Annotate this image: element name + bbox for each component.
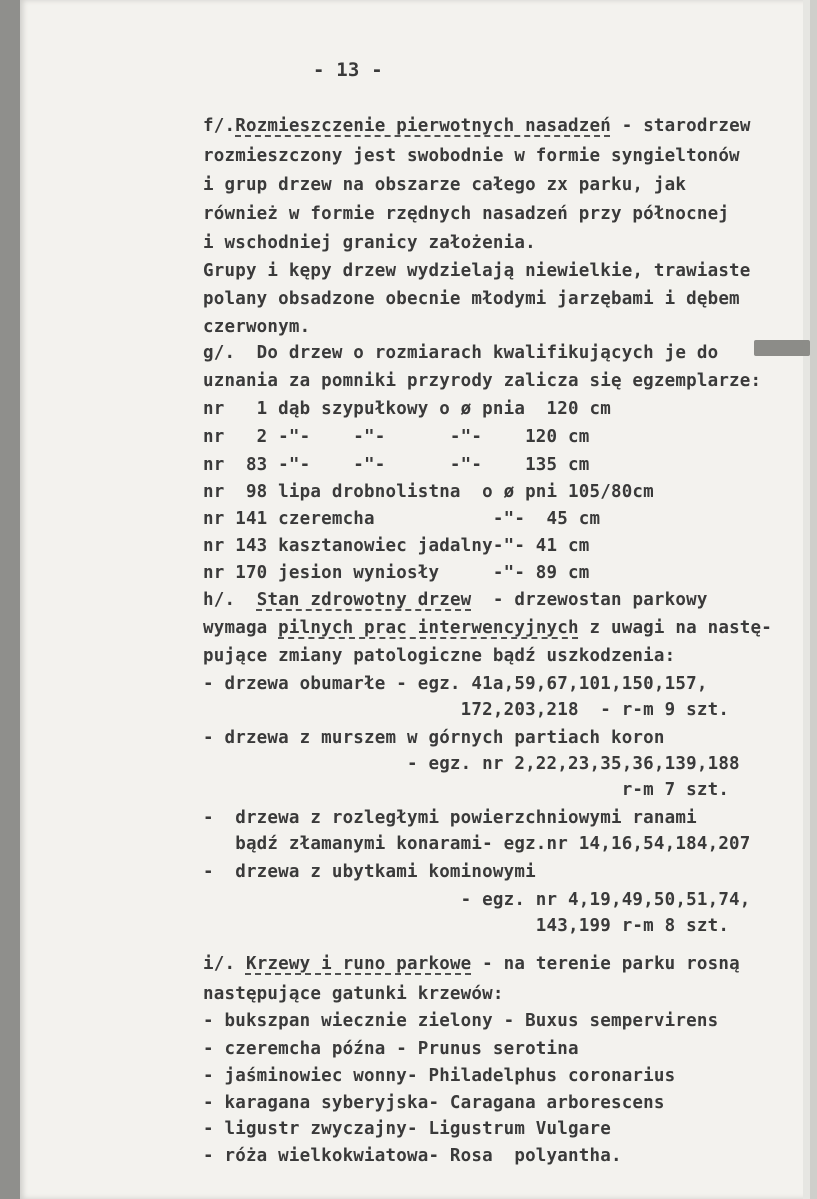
section-h-line: - drzewostan parkowy	[471, 590, 708, 610]
section-i-label: i/.	[203, 954, 236, 974]
section-i-line: - na terenie parku rosną	[471, 954, 740, 974]
scan-left-edge	[0, 0, 20, 1199]
section-h-line: - drzewa z murszem w górnych partiach koron	[203, 728, 665, 748]
section-h-heading: Stan zdrowotny drzew	[256, 590, 472, 610]
section-h-first-line	[203, 590, 708, 610]
section-f-line: rozmieszczony jest swobodnie w formie syngieltonów	[203, 146, 740, 166]
tree-list-item: nr 98 lipa drobnolistna o ø pni 105/80cm	[203, 482, 654, 502]
section-h-line: - drzewa z rozległymi powierzchniowymi ranami	[203, 808, 697, 828]
page-number: - 13 -	[313, 59, 383, 81]
tree-list-item: nr 143 kasztanowiec jadalny-"- 41 cm	[203, 536, 590, 556]
section-f-line: polany obsadzone obecnie młodymi jarzębami i dębem	[203, 289, 740, 309]
section-h-line: - drzewa obumarłe - egz. 41a,59,67,101,150,157,	[203, 674, 708, 694]
section-h-line: pujące zmiany patologiczne bądź uszkodzenia:	[203, 646, 676, 666]
shrub-list-item: - czeremcha późna - Prunus serotina	[203, 1039, 579, 1059]
section-f-line: również w formie rzędnych nasadzeń przy północnej	[203, 204, 730, 224]
tree-list-item: nr 83 -"- -"- -"- 135 cm	[203, 455, 590, 475]
section-h-line: - egz. nr 2,22,23,35,36,139,188	[203, 754, 740, 774]
scan-right-edge	[803, 0, 810, 1199]
section-h-underlined-phrase: pilnych prac interwencyjnych	[278, 618, 579, 638]
section-h-line: - egz. nr 4,19,49,50,51,74,	[203, 890, 751, 910]
section-f-line: i grup drzew na obszarze całego zx parku, jak	[203, 175, 687, 195]
section-i-first-line	[203, 954, 740, 974]
section-f-line: czerwonym.	[203, 317, 311, 337]
shrub-list-item: - ligustr zwyczajny- Ligustrum Vulgare	[203, 1119, 611, 1139]
section-h-second-line	[203, 618, 772, 638]
section-f-line: i wschodniej granicy założenia.	[203, 233, 536, 253]
tree-list-item: nr 170 jesion wyniosły -"- 89 cm	[203, 563, 590, 583]
section-h-line: bądź złamanymi konarami- egz.nr 14,16,54,184,207	[203, 834, 751, 854]
section-i-line: następujące gatunki krzewów:	[203, 984, 504, 1004]
shrub-list-item: - bukszpan wiecznie zielony - Buxus sempervirens	[203, 1011, 719, 1031]
shrub-list-item: - jaśminowiec wonny- Philadelphus coronarius	[203, 1066, 676, 1086]
section-g-line: g/. Do drzew o rozmiarach kwalifikujących je do	[203, 343, 719, 363]
section-h-line: z uwagi na nastę-	[578, 618, 773, 638]
section-g-line: uznania za pomniki przyrody zalicza się egzemplarze:	[203, 371, 762, 391]
section-f-line: Grupy i kępy drzew wydzielają niewielkie, trawiaste	[203, 261, 751, 281]
section-h-line: r-m 7 szt.	[203, 780, 730, 800]
section-i-heading: Krzewy i runo parkowe	[245, 954, 472, 974]
section-h-line: 172,203,218 - r-m 9 szt.	[203, 700, 730, 720]
section-f-heading: Rozmieszczenie pierwotnych nasadzeń	[235, 116, 611, 136]
redaction-mark	[754, 340, 810, 356]
section-f-line: - starodrzew	[610, 116, 751, 136]
tree-list-item: nr 2 -"- -"- -"- 120 cm	[203, 427, 590, 447]
section-h-line: wymaga	[203, 618, 279, 638]
shrub-list-item: - karagana syberyjska- Caragana arborescens	[203, 1093, 665, 1113]
section-h-label: h/.	[203, 590, 236, 610]
tree-list-item: nr 1 dąb szypułkowy o ø pnia 120 cm	[203, 399, 611, 419]
section-h-line: 143,199 r-m 8 szt.	[203, 916, 730, 936]
tree-list-item: nr 141 czeremcha -"- 45 cm	[203, 509, 601, 529]
section-f-label: f/.	[203, 116, 236, 136]
section-h-line: - drzewa z ubytkami kominowymi	[203, 862, 536, 882]
shrub-list-item: - róża wielkokwiatowa- Rosa polyantha.	[203, 1146, 622, 1166]
section-f-first-line	[203, 116, 751, 136]
